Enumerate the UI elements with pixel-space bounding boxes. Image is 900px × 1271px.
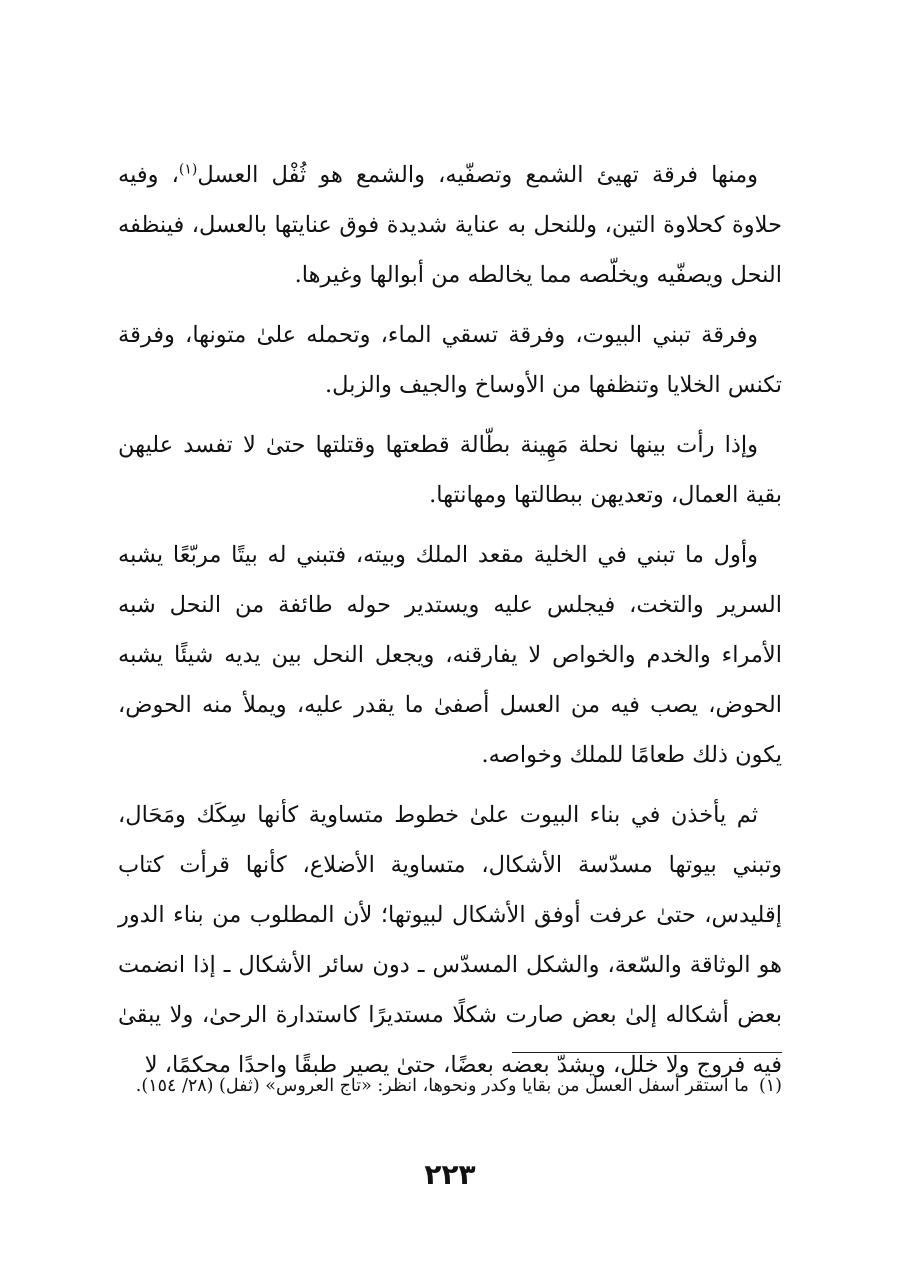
- paragraph-1: [118, 150, 782, 300]
- paragraph-4: وأول ما تبني في الخلية مقعد الملك وبيته، فتبني له بيتًا مربّعًا يشبه السرير والتخت، فيجلس عليه ويستدير حوله طائفة من النحل شبه الأمراء والخدم والخواص لا يفارقنه، ويجعل النحل بين يديه شيئًا يشبه الحوض، يصب فيه من العسل أصفىٰ ما يقدر عليه، ويملأ منه الحوض، يكون ذلك طعامًا للملك وخواصه.: [118, 542, 782, 768]
- paragraph-1-text-end: ، وفيه حلاوة كحلاوة التين، وللنحل به عناية شديدة فوق عنايتها بالعسل، فينظفه النحل ويصفّيه ويخلّصه مما يخالطه من أبوالها وغيرها.: [118, 162, 782, 288]
- footnote-marker: (١): [178, 161, 198, 178]
- page-body: [118, 150, 782, 1100]
- footnote: [118, 1068, 782, 1104]
- page-number: ٢٢٣: [424, 1158, 476, 1191]
- footnote-number: (١): [758, 1076, 782, 1096]
- footnote-divider: [512, 1052, 782, 1053]
- paragraph-5: ثم يأخذن في بناء البيوت علىٰ خطوط متساوية كأنها سِكَك ومَحَال، وتبني بيوتها مسدّسة الأشكال، متساوية الأضلاع، كأنها قرأت كتاب إقليدس، حتىٰ عرفت أوفق الأشكال لبيوتها؛ لأن المطلوب من بناء الدور هو الوثاقة والسّعة، والشكل المسدّس ـ دون سائر الأشكال ـ إذا انضمت بعض أشكاله إلىٰ بعض صارت شكلًا مستديرًا كاستدارة الرحىٰ، ولا يبقىٰ فيه فروج ولا خلل، ويشدّ بعضه بعضًا، حتىٰ يصير طبقًا واحدًا محكمًا، لا: [118, 802, 782, 1078]
- paragraph-2: وفرقة تبني البيوت، وفرقة تسقي الماء، وتحمله علىٰ متونها، وفرقة تكنس الخلايا وتنظفها من الأوساخ والجيف والزبل.: [118, 322, 782, 398]
- paragraph-1-text-start: ومنها فرقة تهيئ الشمع وتصفّيه، والشمع هو ثُفْل العسل: [197, 162, 759, 188]
- paragraph-3: وإذا رأت بينها نحلة مَهِينة بطّالة قطعتها وقتلتها حتىٰ لا تفسد عليهن بقية العمال، وتعديهن ببطالتها ومهانتها.: [118, 432, 782, 508]
- footnote-text: ما استقر أسفل العسل من بقايا وكدر ونحوها، انظر: «تاج العروس» (ثفل) (٢٨/ ١٥٤).: [135, 1076, 749, 1096]
